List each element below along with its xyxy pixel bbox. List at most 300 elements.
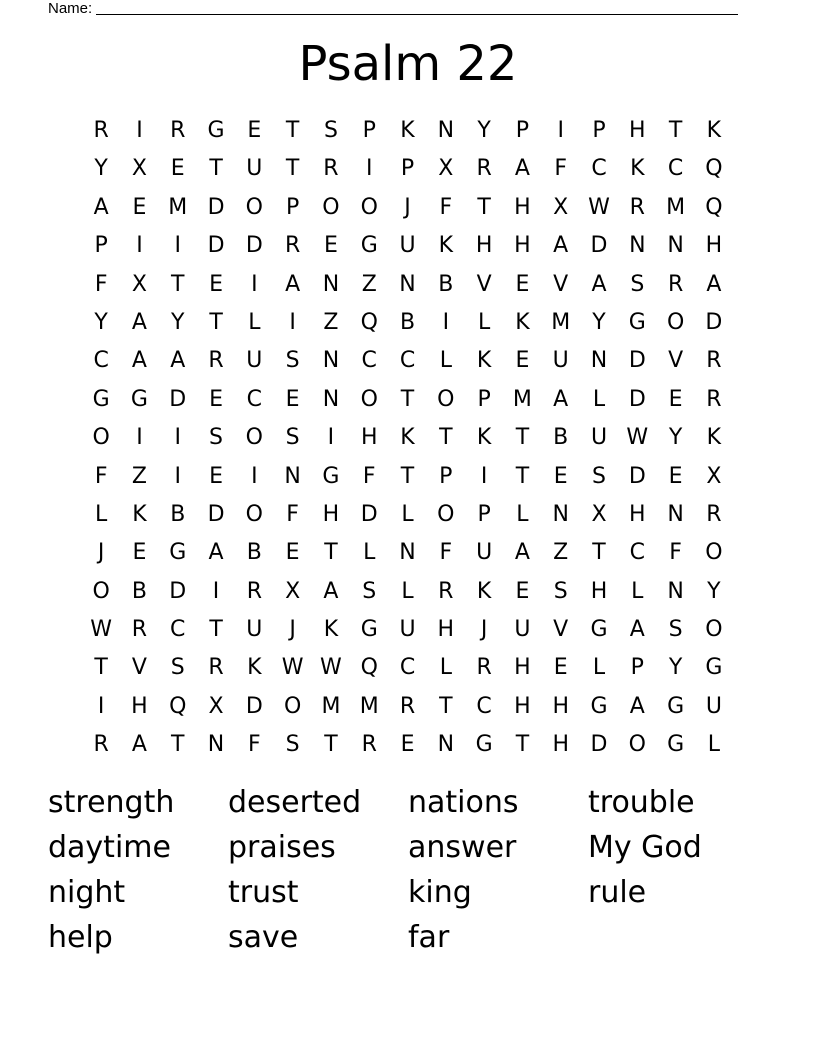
grid-letter: Q	[705, 156, 723, 182]
grid-letter: X	[131, 156, 147, 182]
grid-letter: H	[629, 501, 646, 527]
grid-letter: L	[248, 309, 261, 335]
grid-letter: P	[477, 386, 491, 412]
grid-letter: F	[94, 463, 108, 489]
grid-row	[82, 266, 733, 304]
grid-letter: D	[245, 693, 263, 719]
grid-letter: T	[285, 118, 300, 143]
grid-row	[82, 726, 733, 764]
grid-letter: T	[209, 617, 223, 643]
grid-row	[82, 150, 733, 188]
grid-letter: S	[553, 578, 568, 604]
word-bank-item: far	[408, 920, 450, 955]
name-field	[48, 0, 738, 18]
grid-letter: T	[209, 309, 223, 335]
grid-letter: S	[285, 732, 300, 758]
grid-letter: O	[283, 693, 302, 719]
grid-letter: A	[514, 156, 530, 182]
grid-letter: T	[515, 732, 530, 758]
grid-letter: T	[439, 425, 453, 451]
grid-letter: E	[553, 463, 568, 489]
grid-letter: H	[552, 693, 569, 719]
grid-letter: H	[705, 233, 723, 259]
grid-letter: U	[399, 233, 416, 259]
grid-letter: E	[668, 386, 683, 412]
grid-letter: E	[247, 118, 262, 143]
grid-letter: T	[171, 271, 185, 297]
grid-letter: R	[170, 118, 186, 143]
grid-letter: N	[284, 463, 301, 489]
grid-letter: Q	[360, 655, 378, 681]
grid-letter: L	[516, 501, 529, 527]
grid-letter: I	[251, 463, 258, 489]
grid-letter: B	[131, 578, 147, 604]
grid-letter: D	[628, 463, 646, 489]
grid-letter: H	[514, 693, 531, 719]
grid-letter: A	[131, 309, 147, 335]
grid-letter: B	[438, 271, 454, 297]
grid-letter: G	[207, 118, 225, 143]
grid-letter: G	[667, 732, 685, 758]
grid-letter: Y	[668, 425, 683, 451]
grid-letter: Y	[592, 309, 606, 335]
grid-row	[82, 227, 733, 265]
grid-letter: D	[628, 386, 646, 412]
grid-letter: W	[281, 655, 304, 681]
grid-letter: Y	[707, 578, 721, 604]
grid-letter: T	[668, 118, 683, 143]
grid-letter: O	[245, 194, 263, 220]
grid-letter: Y	[94, 309, 108, 335]
grid-letter: D	[207, 501, 225, 527]
grid-letter: N	[399, 540, 416, 566]
grid-letter: N	[322, 271, 340, 297]
grid-letter: A	[514, 540, 530, 566]
grid-letter: T	[477, 194, 491, 220]
grid-letter: R	[361, 732, 377, 758]
grid-row	[82, 419, 733, 457]
grid-row	[82, 304, 733, 342]
word-bank-item: help	[48, 920, 113, 955]
grid-letter: P	[439, 463, 453, 489]
grid-letter: Q	[705, 194, 723, 220]
grid-letter: R	[438, 578, 454, 604]
grid-letter: O	[92, 578, 110, 604]
grid-letter: G	[590, 617, 608, 643]
grid-letter: K	[706, 425, 722, 451]
grid-letter: E	[209, 271, 223, 297]
grid-letter: D	[628, 348, 646, 374]
grid-letter: I	[480, 463, 488, 489]
grid-letter: O	[628, 732, 646, 758]
grid-letter: Q	[360, 309, 378, 335]
grid-letter: L	[439, 348, 452, 374]
grid-letter: R	[667, 271, 684, 297]
grid-letter: C	[361, 348, 377, 374]
grid-letter: I	[174, 425, 181, 451]
grid-letter: C	[667, 156, 684, 182]
grid-letter: I	[97, 693, 105, 719]
grid-letter: C	[246, 386, 263, 412]
grid-letter: M	[666, 194, 686, 220]
grid-letter: W	[626, 425, 649, 451]
grid-letter: N	[399, 271, 416, 297]
grid-letter: F	[439, 540, 453, 566]
grid-letter: X	[131, 271, 147, 297]
grid-letter: R	[246, 578, 262, 604]
grid-letter: I	[136, 425, 143, 451]
word-bank-item: king	[408, 875, 472, 910]
word-bank-item: praises	[228, 830, 336, 865]
grid-letter: R	[284, 233, 301, 259]
grid-letter: R	[208, 655, 224, 681]
grid-letter: R	[93, 732, 109, 758]
grid-letter: P	[477, 501, 491, 527]
grid-letter: A	[131, 732, 147, 758]
grid-letter: E	[285, 386, 300, 412]
grid-letter: J	[289, 617, 296, 643]
grid-letter: P	[630, 655, 644, 681]
word-bank-item: save	[228, 920, 299, 955]
grid-letter: G	[628, 309, 646, 335]
grid-letter: U	[514, 617, 531, 643]
grid-letter: O	[245, 501, 263, 527]
word-bank-item: daytime	[48, 830, 171, 865]
grid-letter: C	[170, 617, 186, 643]
grid-letter: H	[514, 655, 531, 681]
grid-letter: D	[207, 194, 225, 220]
grid-letter: H	[131, 693, 148, 719]
grid-letter: G	[475, 732, 493, 758]
grid-letter: D	[590, 233, 608, 259]
grid-letter: G	[667, 693, 685, 719]
grid-letter: O	[92, 425, 110, 451]
grid-letter: M	[321, 693, 341, 719]
word-bank-item: strength	[48, 785, 175, 820]
grid-letter: K	[476, 348, 492, 374]
grid-letter: V	[553, 617, 569, 643]
grid-letter: O	[360, 386, 378, 412]
grid-letter: P	[285, 194, 300, 220]
grid-letter: X	[208, 693, 224, 719]
grid-letter: V	[476, 271, 492, 297]
grid-letter: T	[171, 732, 185, 758]
grid-letter: K	[476, 425, 492, 451]
grid-letter: S	[592, 463, 606, 489]
grid-letter: F	[362, 463, 376, 489]
grid-letter: A	[323, 578, 339, 604]
grid-letter: V	[668, 348, 684, 374]
grid-letter: N	[207, 732, 225, 758]
grid-row	[82, 688, 733, 726]
grid-letter: R	[131, 617, 148, 643]
grid-letter: E	[132, 540, 147, 566]
grid-letter: K	[515, 309, 530, 335]
grid-letter: O	[322, 194, 340, 220]
grid-letter: Z	[361, 271, 377, 297]
grid-letter: R	[629, 194, 645, 220]
grid-letter: C	[629, 540, 645, 566]
grid-row	[82, 611, 733, 649]
grid-letter: I	[174, 233, 181, 259]
grid-letter: H	[552, 732, 569, 758]
grid-letter: L	[631, 578, 644, 604]
grid-letter: R	[706, 348, 722, 374]
grid-letter: H	[475, 233, 493, 259]
grid-letter: L	[439, 655, 452, 681]
grid-letter: M	[551, 309, 571, 335]
grid-letter: M	[512, 386, 532, 412]
grid-letter: A	[131, 348, 147, 374]
grid-row	[82, 534, 733, 572]
grid-letter: Y	[477, 118, 491, 143]
grid-letter: L	[95, 501, 108, 527]
grid-letter: T	[515, 425, 530, 451]
grid-letter: G	[360, 617, 378, 643]
grid-letter: U	[246, 617, 263, 643]
grid-letter: A	[629, 617, 645, 643]
word-bank-item: night	[48, 875, 126, 910]
grid-letter: L	[707, 732, 721, 758]
grid-letter: I	[174, 463, 181, 489]
grid-letter: H	[437, 617, 455, 643]
grid-letter: S	[285, 348, 300, 374]
grid-letter: W	[90, 617, 113, 643]
grid-letter: N	[629, 233, 646, 259]
grid-letter: N	[667, 501, 684, 527]
word-bank-item: trust	[228, 875, 299, 910]
name-blank-line	[96, 0, 738, 15]
grid-letter: S	[209, 425, 224, 451]
grid-row	[82, 649, 733, 687]
grid-letter: U	[705, 693, 722, 719]
grid-letter: M	[359, 693, 379, 719]
grid-letter: Y	[94, 156, 108, 182]
grid-letter: P	[362, 118, 376, 143]
grid-letter: E	[515, 348, 530, 374]
grid-letter: H	[514, 233, 531, 259]
grid-letter: D	[245, 233, 263, 259]
grid-letter: F	[554, 156, 568, 182]
grid-letter: E	[668, 463, 683, 489]
grid-letter: U	[590, 425, 608, 451]
grid-letter: R	[93, 118, 109, 143]
grid-letter: C	[399, 348, 416, 374]
grid-letter: G	[590, 693, 608, 719]
grid-letter: L	[401, 501, 414, 527]
page-title: Psalm 22	[298, 36, 518, 92]
grid-letter: D	[590, 732, 608, 758]
grid-letter: O	[666, 309, 685, 335]
word-bank-item: answer	[408, 830, 517, 865]
grid-letter: K	[706, 118, 722, 143]
grid-letter: L	[401, 578, 414, 604]
grid-letter: D	[207, 233, 225, 259]
grid-letter: J	[97, 540, 105, 566]
grid-letter: T	[209, 156, 223, 182]
word-bank-item: trouble	[588, 785, 695, 820]
grid-letter: A	[553, 233, 569, 259]
grid-letter: I	[251, 271, 258, 297]
grid-letter: K	[247, 655, 262, 681]
grid-letter: T	[324, 540, 338, 566]
word-bank-item: rule	[588, 875, 647, 910]
grid-letter: C	[399, 655, 416, 681]
grid-letter: D	[169, 386, 187, 412]
grid-row	[82, 112, 733, 150]
grid-letter: G	[360, 233, 378, 259]
grid-letter: Z	[131, 463, 147, 489]
word-bank	[48, 780, 768, 960]
grid-letter: A	[553, 386, 569, 412]
grid-letter: G	[92, 386, 110, 412]
grid-letter: I	[327, 425, 335, 451]
grid-letter: S	[170, 655, 185, 681]
grid-letter: T	[94, 655, 108, 681]
grid-letter: R	[476, 156, 492, 182]
grid-row	[82, 342, 733, 380]
grid-letter: R	[706, 386, 722, 412]
grid-letter: L	[592, 386, 606, 412]
grid-letter: O	[705, 617, 723, 643]
grid-letter: D	[705, 309, 723, 335]
grid-letter: R	[399, 693, 416, 719]
grid-letter: B	[553, 425, 569, 451]
grid-letter: X	[285, 578, 301, 604]
grid-letter: B	[399, 309, 416, 335]
grid-letter: P	[94, 233, 108, 259]
grid-letter: N	[590, 348, 608, 374]
grid-letter: E	[515, 271, 530, 297]
grid-letter: I	[289, 309, 296, 335]
grid-letter: Z	[323, 309, 339, 335]
grid-letter: F	[286, 501, 299, 527]
grid-letter: E	[515, 578, 530, 604]
grid-letter: O	[360, 194, 378, 220]
grid-letter: N	[322, 348, 340, 374]
grid-row	[82, 496, 733, 534]
grid-letter: X	[438, 156, 454, 182]
grid-letter: G	[705, 655, 723, 681]
grid-letter: W	[320, 655, 342, 681]
grid-letter: E	[170, 156, 185, 182]
grid-letter: T	[324, 732, 338, 758]
grid-letter: L	[477, 309, 491, 335]
grid-letter: A	[285, 271, 301, 297]
grid-letter: U	[246, 348, 263, 374]
grid-letter: P	[592, 118, 606, 143]
grid-letter: N	[667, 233, 684, 259]
grid-letter: K	[132, 501, 147, 527]
grid-letter: V	[131, 655, 147, 681]
grid-row	[82, 189, 733, 227]
grid-letter: B	[246, 540, 262, 566]
word-bank-item: nations	[408, 785, 519, 820]
grid-letter: A	[170, 348, 186, 374]
grid-letter: Q	[169, 693, 187, 719]
grid-letter: B	[170, 501, 186, 527]
grid-letter: I	[365, 156, 373, 182]
grid-letter: R	[476, 655, 492, 681]
grid-letter: S	[630, 271, 645, 297]
grid-row	[82, 381, 733, 419]
grid-letter: O	[705, 540, 723, 566]
grid-letter: S	[668, 617, 683, 643]
grid-letter: U	[476, 540, 493, 566]
grid-letter: T	[400, 463, 415, 489]
grid-letter: N	[322, 386, 340, 412]
grid-letter: P	[400, 156, 415, 182]
grid-letter: H	[360, 425, 378, 451]
grid-letter: A	[93, 194, 109, 220]
grid-letter: E	[400, 732, 415, 758]
grid-letter: S	[362, 578, 377, 604]
grid-letter: F	[94, 271, 108, 297]
grid-letter: K	[476, 578, 492, 604]
grid-letter: O	[437, 386, 455, 412]
grid-letter: R	[706, 501, 722, 527]
grid-letter: W	[588, 194, 610, 220]
name-label: Name:	[48, 0, 93, 17]
grid-letter: L	[592, 655, 606, 681]
grid-letter: H	[514, 194, 531, 220]
word-bank-item: deserted	[228, 785, 362, 820]
grid-letter: K	[400, 425, 415, 451]
grid-letter: G	[130, 386, 148, 412]
grid-letter: E	[323, 233, 338, 259]
grid-letter: G	[169, 540, 187, 566]
grid-letter: N	[437, 732, 455, 758]
grid-letter: R	[208, 348, 224, 374]
grid-letter: A	[629, 693, 645, 719]
grid-letter: N	[437, 118, 455, 143]
grid-letter: F	[248, 732, 261, 758]
word-bank-item: My God	[588, 830, 702, 865]
grid-letter: K	[438, 233, 454, 259]
grid-letter: H	[590, 578, 608, 604]
letter-grid	[82, 112, 733, 765]
grid-letter: T	[515, 463, 530, 489]
grid-letter: E	[285, 540, 300, 566]
grid-letter: A	[208, 540, 224, 566]
grid-letter: F	[439, 194, 453, 220]
grid-letter: K	[323, 617, 339, 643]
grid-letter: S	[323, 118, 338, 143]
grid-letter: D	[169, 578, 187, 604]
grid-letter: C	[591, 156, 607, 182]
grid-letter: O	[437, 501, 455, 527]
grid-letter: S	[285, 425, 300, 451]
grid-letter: N	[667, 578, 684, 604]
grid-letter: I	[557, 118, 564, 143]
grid-letter: C	[476, 693, 492, 719]
grid-letter: Y	[668, 655, 683, 681]
grid-letter: T	[285, 156, 300, 182]
grid-letter: H	[629, 118, 646, 143]
grid-letter: I	[136, 118, 143, 143]
grid-letter: L	[363, 540, 376, 566]
grid-letter: X	[553, 194, 569, 220]
grid-letter: J	[480, 617, 488, 643]
grid-letter: O	[245, 425, 263, 451]
grid-letter: U	[552, 348, 569, 374]
grid-letter: I	[212, 578, 220, 604]
grid-letter: Y	[171, 309, 185, 335]
grid-letter: T	[592, 540, 606, 566]
grid-letter: X	[591, 501, 607, 527]
grid-letter: J	[404, 194, 411, 220]
grid-letter: M	[168, 194, 188, 220]
